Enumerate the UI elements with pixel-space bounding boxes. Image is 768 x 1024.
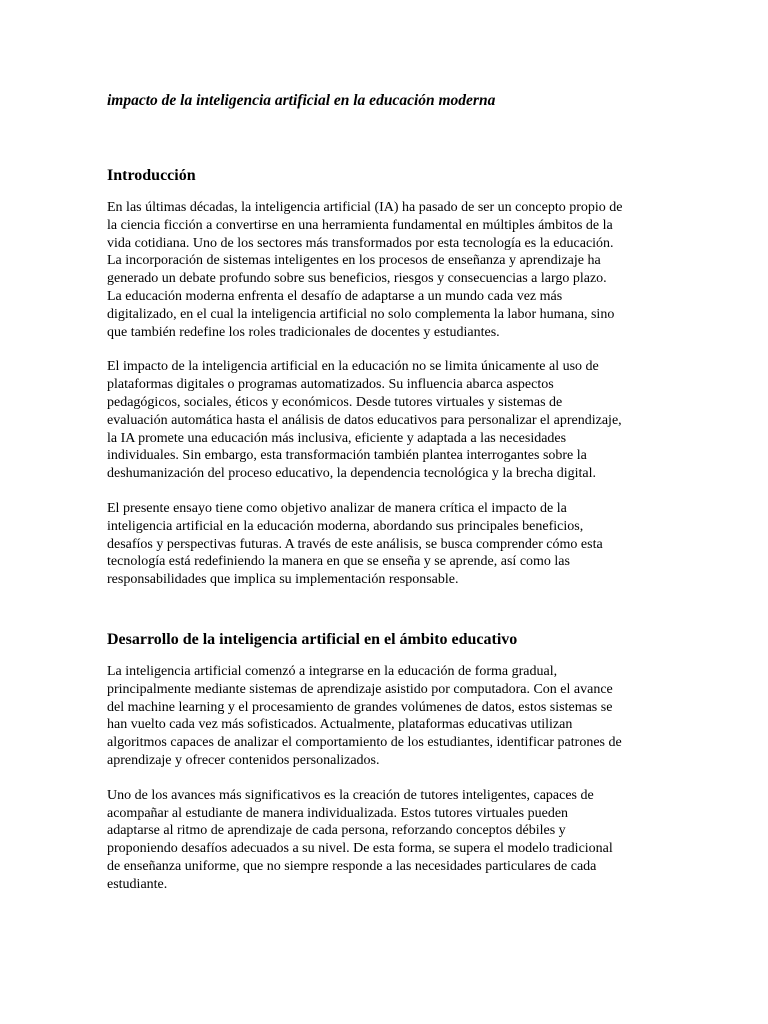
paragraph-line: El impacto de la inteligencia artificial en la educación no se limita únicamente al uso de <box>107 359 599 375</box>
paragraph-line: plataformas digitales o programas automatizados. Su influencia abarca aspectos <box>107 377 554 393</box>
paragraph-line: adaptarse al ritmo de aprendizaje de cada persona, reforzando conceptos débiles y <box>107 823 566 839</box>
paragraph-line: La incorporación de sistemas inteligentes en los procesos de enseñanza y aprendizaje ha <box>107 253 601 269</box>
document-title: impacto de la inteligencia artificial en la educación moderna <box>107 92 496 109</box>
paragraph-line: estudiante. <box>107 876 168 892</box>
development-paragraph-1 <box>107 663 667 770</box>
paragraph-line: vida cotidiana. Uno de los sectores más transformados por esta tecnología es la educación. <box>107 235 614 251</box>
paragraph-line: han vuelto cada vez más sofisticados. Actualmente, plataformas educativas utilizan <box>107 717 573 733</box>
paragraph-line: algoritmos capaces de analizar el comportamiento de los estudiantes, identificar patrones de <box>107 735 622 751</box>
paragraph-line: generado un debate profundo sobre sus beneficios, riesgos y consecuencias a largo plazo. <box>107 271 607 287</box>
paragraph-line: tecnología está redefiniendo la manera en que se enseña y se aprende, así como las <box>107 554 570 570</box>
paragraph-line: la IA promete una educación más inclusiva, eficiente y adaptada a las necesidades <box>107 430 567 446</box>
paragraph-line: individuales. Sin embargo, esta transformación también plantea interrogantes sobre la <box>107 448 587 464</box>
paragraph-line: desafíos y perspectivas futuras. A través de este análisis, se busca comprender cómo esta <box>107 536 603 552</box>
paragraph-line: del machine learning y el procesamiento de grandes volúmenes de datos, estos sistemas se <box>107 699 613 715</box>
section-heading-desarrollo: Desarrollo de la inteligencia artificial en el ámbito educativo <box>107 630 518 648</box>
paragraph-line: proponiendo desafíos adecuados a su nivel. De esta forma, se supera el modelo tradicional <box>107 841 613 857</box>
intro-paragraph-1 <box>107 199 667 341</box>
paragraph-line: digitalizado, en el cual la inteligencia artificial no solo complementa la labor humana, sino <box>107 306 615 322</box>
paragraph-line: La educación moderna enfrenta el desafío de adaptarse a un mundo cada vez más <box>107 288 563 304</box>
paragraph-line: En las últimas décadas, la inteligencia artificial (IA) ha pasado de ser un concepto propio de <box>107 200 623 215</box>
document-body <box>107 90 667 894</box>
paragraph-line: deshumanización del proceso educativo, la dependencia tecnológica y la brecha digital. <box>107 466 597 482</box>
paragraph-line: la ciencia ficción a convertirse en una herramienta fundamental en múltiples ámbitos de la <box>107 217 613 233</box>
section-heading-introduccion: Introducción <box>107 167 196 184</box>
paragraph-line: de enseñanza uniforme, que no siempre responde a las necesidades particulares de cada <box>107 858 597 874</box>
paragraph-line: pedagógicos, sociales, éticos y económicos. Desde tutores virtuales y sistemas de <box>107 394 563 410</box>
paragraph-line: que también redefine los roles tradicionales de docentes y estudiantes. <box>107 324 500 340</box>
paragraph-line: principalmente mediante sistemas de aprendizaje asistido por computadora. Con el avance <box>107 681 613 697</box>
intro-paragraph-2 <box>107 358 667 483</box>
paragraph-line: aprendizaje y ofrecer contenidos personalizados. <box>107 752 380 768</box>
development-paragraph-2 <box>107 787 667 894</box>
paragraph-line: evaluación automática hasta el análisis de datos educativos para personalizar el aprendizaje, <box>107 412 622 428</box>
paragraph-line: inteligencia artificial en la educación moderna, abordando sus principales beneficios, <box>107 518 584 534</box>
paragraph-line: responsabilidades que implica su implementación responsable. <box>107 572 459 588</box>
intro-paragraph-3 <box>107 500 667 589</box>
paragraph-line: La inteligencia artificial comenzó a integrarse en la educación de forma gradual, <box>107 663 558 679</box>
paragraph-line: Uno de los avances más significativos es la creación de tutores inteligentes, capaces de <box>107 787 594 803</box>
paragraph-line: El presente ensayo tiene como objetivo analizar de manera crítica el impacto de la <box>107 500 567 516</box>
paragraph-line: acompañar al estudiante de manera individualizada. Estos tutores virtuales pueden <box>107 805 569 821</box>
